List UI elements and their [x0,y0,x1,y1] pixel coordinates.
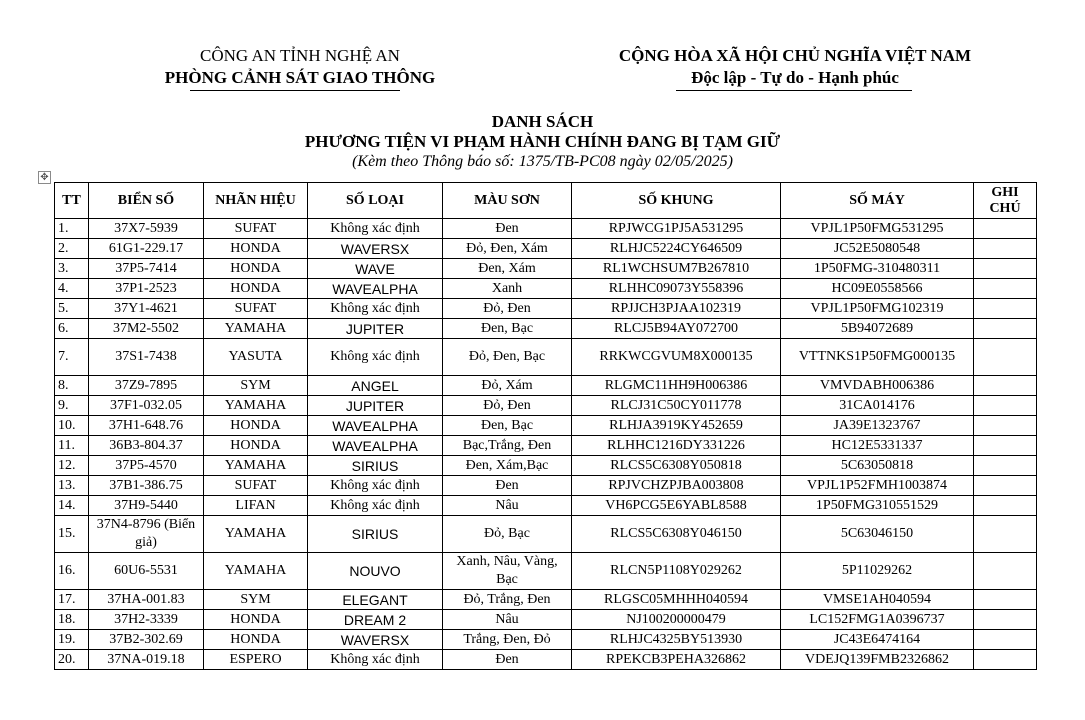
cell-notes [974,299,1037,319]
cell-engine-number: VDEJQ139FMB2326862 [781,650,974,670]
cell-notes [974,553,1037,590]
cell-engine-number: 5B94072689 [781,319,974,339]
cell-row-number: 2. [55,239,89,259]
cell-brand: HONDA [204,436,308,456]
cell-model: SIRIUS [308,456,443,476]
department-name: PHÒNG CẢNH SÁT GIAO THÔNG [164,68,436,87]
cell-brand: YAMAHA [204,516,308,553]
table-row [55,610,1037,630]
cell-paint-color: Đỏ, Đen, Bạc [443,339,572,376]
cell-brand: SYM [204,590,308,610]
cell-notes [974,590,1037,610]
cell-paint-color: Xanh, Nâu, Vàng, Bạc [443,553,572,590]
cell-engine-number: VPJL1P52FMH1003874 [781,476,974,496]
column-header-model: SỐ LOẠI [308,183,443,219]
cell-plate-number: 37H2-3339 [89,610,204,630]
cell-frame-number: RLCJ5B94AY072700 [572,319,781,339]
cell-row-number: 19. [55,630,89,650]
cell-notes [974,630,1037,650]
cell-paint-color: Đen, Bạc [443,319,572,339]
document-subject: PHƯƠNG TIỆN VI PHẠM HÀNH CHÍNH ĐANG BỊ TẠM GIỮ [304,132,781,151]
table-row [55,376,1037,396]
cell-paint-color: Đen [443,650,572,670]
cell-brand: SUFAT [204,476,308,496]
cell-plate-number: 37S1-7438 [89,339,204,376]
column-header-brand: NHÃN HIỆU [204,183,308,219]
cell-model: Không xác định [308,496,443,516]
motto-underline [676,90,912,91]
cell-model: Không xác định [308,339,443,376]
column-header-notes: GHI CHÚ [974,183,1037,219]
cell-brand: HONDA [204,416,308,436]
cell-notes [974,376,1037,396]
cell-plate-number: 37Y1-4621 [89,299,204,319]
cell-row-number: 20. [55,650,89,670]
issuing-agency-block [90,45,510,89]
cell-plate-number: 37P1-2523 [89,279,204,299]
cell-frame-number: RLCJ31C50CY011778 [572,396,781,416]
table-row [55,416,1037,436]
cell-engine-number: VMSE1AH040594 [781,590,974,610]
cell-row-number: 12. [55,456,89,476]
column-header-tt: TT [55,183,89,219]
cell-engine-number: 1P50FMG310551529 [781,496,974,516]
cell-paint-color: Trắng, Đen, Đỏ [443,630,572,650]
cell-row-number: 9. [55,396,89,416]
table-row [55,259,1037,279]
cell-frame-number: RLHJC5224CY646509 [572,239,781,259]
cell-notes [974,319,1037,339]
cell-brand: HONDA [204,610,308,630]
document-title-block [0,112,1085,172]
table-row [55,496,1037,516]
cell-model: ANGEL [308,376,443,396]
republic-title: CỘNG HÒA XÃ HỘI CHỦ NGHĨA VIỆT NAM [618,46,972,65]
table-row [55,339,1037,376]
cell-brand: SUFAT [204,299,308,319]
cell-brand: HONDA [204,239,308,259]
cell-brand: HONDA [204,630,308,650]
cell-brand: YASUTA [204,339,308,376]
cell-frame-number: RLGMC11HH9H006386 [572,376,781,396]
cell-notes [974,219,1037,239]
cell-model: SIRIUS [308,516,443,553]
table-row [55,396,1037,416]
cell-paint-color: Đỏ, Trắng, Đen [443,590,572,610]
cell-plate-number: 37H1-648.76 [89,416,204,436]
cell-row-number: 7. [55,339,89,376]
cell-notes [974,436,1037,456]
table-move-handle-icon[interactable]: ✥ [38,171,51,184]
document-title: DANH SÁCH [491,112,594,131]
cell-model: WAVERSX [308,239,443,259]
cell-frame-number: RLCN5P1108Y029262 [572,553,781,590]
cell-engine-number: 31CA014176 [781,396,974,416]
cell-frame-number: RPEKCB3PEHA326862 [572,650,781,670]
cell-row-number: 15. [55,516,89,553]
cell-notes [974,416,1037,436]
cell-model: JUPITER [308,319,443,339]
cell-paint-color: Đỏ, Xám [443,376,572,396]
cell-frame-number: RLCS5C6308Y046150 [572,516,781,553]
cell-model: Không xác định [308,650,443,670]
table-row [55,319,1037,339]
cell-paint-color: Xanh [443,279,572,299]
cell-frame-number: RPJJCH3PJAA102319 [572,299,781,319]
table-row [55,299,1037,319]
cell-frame-number: RLGSC05MHHH040594 [572,590,781,610]
national-heading-block [560,45,1030,89]
cell-plate-number: 37P5-7414 [89,259,204,279]
cell-model: WAVEALPHA [308,436,443,456]
cell-row-number: 8. [55,376,89,396]
cell-frame-number: RPJWCG1PJ5A531295 [572,219,781,239]
cell-engine-number: 5C63050818 [781,456,974,476]
cell-notes [974,476,1037,496]
cell-row-number: 4. [55,279,89,299]
cell-plate-number: 37P5-4570 [89,456,204,476]
cell-row-number: 1. [55,219,89,239]
cell-paint-color: Đen, Xám [443,259,572,279]
cell-frame-number: RLHHC1216DY331226 [572,436,781,456]
table-row [55,456,1037,476]
cell-engine-number: JC43E6474164 [781,630,974,650]
cell-frame-number: RLHJC4325BY513930 [572,630,781,650]
cell-notes [974,259,1037,279]
cell-notes [974,650,1037,670]
cell-paint-color: Đen [443,476,572,496]
impounded-vehicles-table [54,182,1037,670]
cell-engine-number: JA39E1323767 [781,416,974,436]
department-underline [190,90,400,91]
cell-model: WAVE [308,259,443,279]
table-row [55,553,1037,590]
cell-paint-color: Đỏ, Bạc [443,516,572,553]
column-header-plate: BIỂN SỐ [89,183,204,219]
cell-paint-color: Nâu [443,496,572,516]
cell-engine-number: 1P50FMG-310480311 [781,259,974,279]
cell-row-number: 13. [55,476,89,496]
cell-engine-number: JC52E5080548 [781,239,974,259]
cell-plate-number: 60U6-5531 [89,553,204,590]
cell-paint-color: Đỏ, Đen [443,299,572,319]
table-row [55,650,1037,670]
cell-model: Không xác định [308,299,443,319]
cell-row-number: 11. [55,436,89,456]
cell-frame-number: RRKWCGVUM8X000135 [572,339,781,376]
cell-engine-number: LC152FMG1A0396737 [781,610,974,630]
cell-engine-number: 5C63046150 [781,516,974,553]
cell-row-number: 6. [55,319,89,339]
document-reference: (Kèm theo Thông báo số: 1375/TB-PC08 ngày 02/05/2025) [352,153,733,170]
cell-row-number: 14. [55,496,89,516]
cell-plate-number: 61G1-229.17 [89,239,204,259]
cell-engine-number: HC12E5331337 [781,436,974,456]
cell-engine-number: VTTNKS1P50FMG000135 [781,339,974,376]
cell-row-number: 5. [55,299,89,319]
cell-notes [974,279,1037,299]
agency-name: CÔNG AN TỈNH NGHỆ AN [200,46,400,65]
national-motto: Độc lập - Tự do - Hạnh phúc [691,68,899,87]
cell-model: JUPITER [308,396,443,416]
cell-plate-number: 37B2-302.69 [89,630,204,650]
cell-frame-number: RPJVCHZPJBA003808 [572,476,781,496]
cell-frame-number: RL1WCHSUM7B267810 [572,259,781,279]
cell-brand: HONDA [204,259,308,279]
cell-frame-number: RLHJA3919KY452659 [572,416,781,436]
table-row [55,476,1037,496]
cell-paint-color: Bạc,Trắng, Đen [443,436,572,456]
cell-paint-color: Đỏ, Đen [443,396,572,416]
table-body [55,219,1037,670]
cell-plate-number: 37N4-8796 (Biển giả) [89,516,204,553]
cell-brand: YAMAHA [204,319,308,339]
cell-plate-number: 37HA-001.83 [89,590,204,610]
cell-notes [974,339,1037,376]
cell-notes [974,516,1037,553]
cell-notes [974,239,1037,259]
cell-plate-number: 37M2-5502 [89,319,204,339]
cell-row-number: 18. [55,610,89,630]
cell-notes [974,610,1037,630]
cell-model: WAVEALPHA [308,416,443,436]
cell-paint-color: Đen, Xám,Bạc [443,456,572,476]
cell-model: ELEGANT [308,590,443,610]
cell-notes [974,396,1037,416]
column-header-color: MÀU SƠN [443,183,572,219]
table-header-row [55,183,1037,219]
cell-brand: YAMAHA [204,396,308,416]
cell-plate-number: 37NA-019.18 [89,650,204,670]
cell-brand: ESPERO [204,650,308,670]
cell-brand: HONDA [204,279,308,299]
table-row [55,279,1037,299]
table-row [55,516,1037,553]
cell-row-number: 3. [55,259,89,279]
cell-plate-number: 37B1-386.75 [89,476,204,496]
cell-paint-color: Đen [443,219,572,239]
table-row [55,436,1037,456]
table-row [55,590,1037,610]
cell-row-number: 10. [55,416,89,436]
cell-brand: YAMAHA [204,456,308,476]
cell-model: Không xác định [308,219,443,239]
cell-frame-number: VH6PCG5E6YABL8588 [572,496,781,516]
cell-plate-number: 37Z9-7895 [89,376,204,396]
cell-plate-number: 37H9-5440 [89,496,204,516]
cell-notes [974,496,1037,516]
table-row [55,219,1037,239]
cell-frame-number: RLCS5C6308Y050818 [572,456,781,476]
cell-plate-number: 37X7-5939 [89,219,204,239]
cell-brand: YAMAHA [204,553,308,590]
column-header-engine-number: SỐ MÁY [781,183,974,219]
cell-engine-number: VPJL1P50FMG531295 [781,219,974,239]
cell-paint-color: Đỏ, Đen, Xám [443,239,572,259]
cell-frame-number: NJ100200000479 [572,610,781,630]
cell-engine-number: HC09E0558566 [781,279,974,299]
cell-plate-number: 36B3-804.37 [89,436,204,456]
cell-model: DREAM 2 [308,610,443,630]
cell-brand: SUFAT [204,219,308,239]
cell-model: Không xác định [308,476,443,496]
cell-engine-number: VMVDABH006386 [781,376,974,396]
cell-notes [974,456,1037,476]
cell-engine-number: 5P11029262 [781,553,974,590]
cell-paint-color: Nâu [443,610,572,630]
cell-engine-number: VPJL1P50FMG102319 [781,299,974,319]
table-row [55,239,1037,259]
cell-model: NOUVO [308,553,443,590]
column-header-frame-number: SỐ KHUNG [572,183,781,219]
cell-model: WAVEALPHA [308,279,443,299]
cell-brand: SYM [204,376,308,396]
cell-brand: LIFAN [204,496,308,516]
cell-row-number: 16. [55,553,89,590]
cell-frame-number: RLHHC09073Y558396 [572,279,781,299]
cell-paint-color: Đen, Bạc [443,416,572,436]
cell-row-number: 17. [55,590,89,610]
table-row [55,630,1037,650]
cell-plate-number: 37F1-032.05 [89,396,204,416]
cell-model: WAVERSX [308,630,443,650]
